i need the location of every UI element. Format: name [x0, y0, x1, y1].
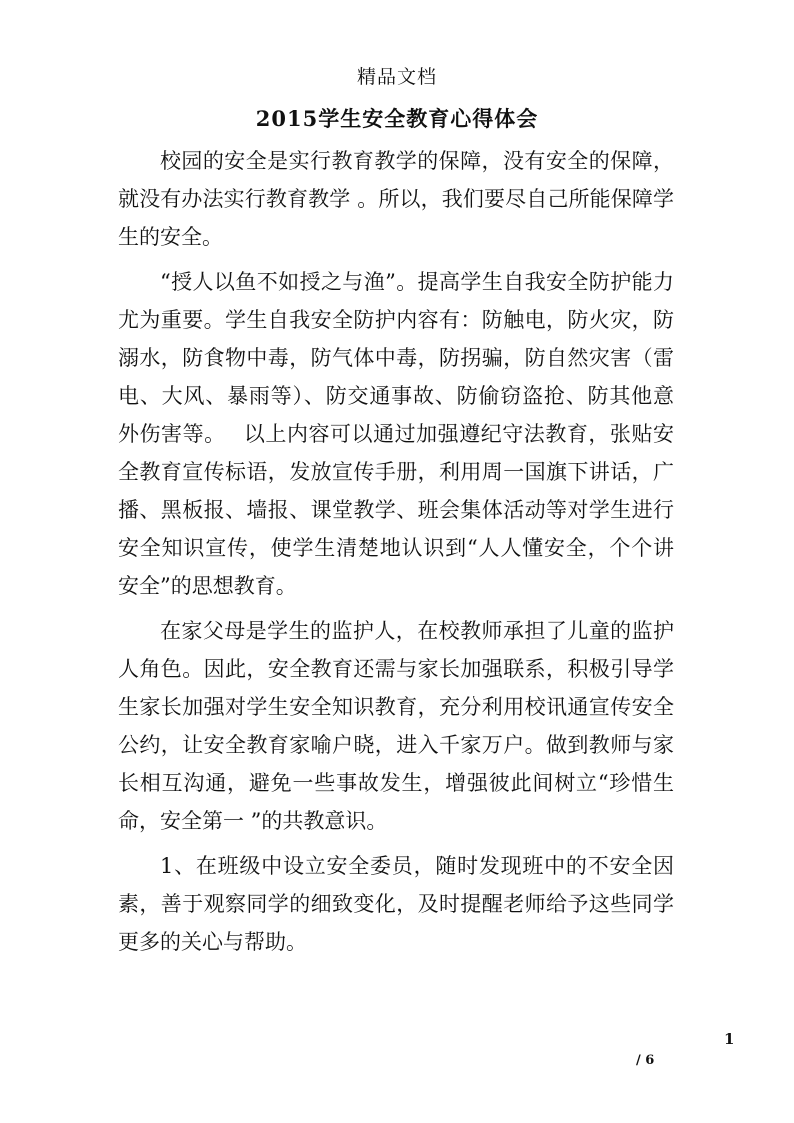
document-title: 2015学生安全教育心得体会 [255, 106, 539, 131]
paragraph-3: 在家父母是学生的监护人，在校教师承担了儿童的监护人角色。因此，安全教育还需与家长加强联系，积极引导学生家长加强对学生安全知识教育，充分利用校讯通宣传安全公约，让安全教育家喻户晓，进入千家万户。做到教师与家长相互沟通，避免一些事故发生，增强彼此间树立“珍惜生命，安全第一 ”的共教意识。 [118, 619, 674, 833]
document-body [118, 142, 674, 961]
page-number: 1 [724, 1030, 735, 1048]
header-label: 精品文档 [356, 66, 437, 88]
paragraph-4: 1、在班级中设立安全委员，随时发现班中的不安全因素，善于观察同学的细致变化，及时提醒老师给予这些同学更多的关心与帮助。 [118, 854, 674, 954]
paragraph-1: 校园的安全是实行教育教学的保障，没有安全的保障，就没有办法实行教育教学 。所以，我们要尽自己所能保障学生的安全。 [118, 149, 674, 249]
page-total: / 6 [636, 1053, 655, 1068]
paragraph-2: “授人以鱼不如授之与渔”。提高学生自我安全防护能力尤为重要。学生自我安全防护内容有：防触电，防火灾，防溺水，防食物中毒，防气体中毒，防拐骗，防自然灾害（雷电、大风、暴雨等）、防交通事故、防偷窃盗抢、防其他意外伤害等。 以上内容可以通过加强遵纪守法教育，张贴安全教育宣传标语，发放宣传手册，利用周一国旗下讲话，广播、黑板报、墙报、课堂教学、班会集体活动等对学生进行安全知识宣传，使学生清楚地认识到“人人懂安全，个个讲安全”的思想教育。 [118, 270, 674, 598]
